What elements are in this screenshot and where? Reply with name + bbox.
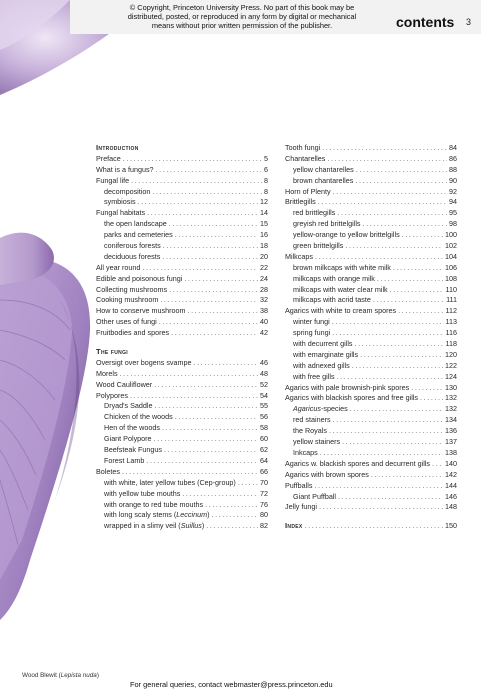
toc-page-number: 118 [445, 339, 457, 349]
toc-leader-dots [160, 295, 258, 306]
toc-entry[interactable] [96, 208, 268, 219]
toc-page-number: 94 [449, 197, 457, 207]
toc-page-number: 12 [260, 197, 268, 207]
toc-leader-dots [130, 391, 258, 402]
toc-entry-label: How to conserve mushroom [96, 306, 186, 316]
toc-entry-label: the open landscape [104, 219, 167, 229]
toc-page-number: 136 [445, 426, 457, 436]
toc-page-number: 132 [445, 393, 457, 403]
toc-entry-label: Brittlegills [285, 197, 316, 207]
toc-entry[interactable] [285, 470, 457, 481]
toc-entry[interactable] [96, 489, 268, 500]
toc-entry[interactable] [96, 252, 268, 263]
toc-entry-label: Giant Polypore [104, 434, 152, 444]
toc-entry-label: Chicken of the woods [104, 412, 173, 422]
toc-entry[interactable] [285, 219, 457, 230]
toc-page-number: 86 [449, 153, 457, 163]
toc-entry-label: Polypores [96, 390, 128, 400]
toc-leader-dots [122, 467, 258, 478]
toc-entry-label: parks and cemeteries [104, 230, 173, 240]
toc-entry[interactable] [285, 383, 457, 394]
toc-entry[interactable] [285, 404, 457, 415]
toc-leader-dots [360, 350, 443, 361]
toc-page-number: 52 [260, 379, 268, 389]
toc-entry[interactable] [285, 165, 457, 176]
toc-entry[interactable] [285, 154, 457, 165]
toc-entry[interactable] [96, 467, 268, 478]
copyright-line: distributed, posted, or reproduced in any form by digital or mechanical [127, 12, 357, 21]
toc-entry[interactable] [96, 230, 268, 241]
toc-page-number: 113 [445, 317, 457, 327]
toc-entry-label: The fungi [96, 347, 128, 357]
toc-page-number: 144 [445, 480, 457, 490]
toc-leader-dots [184, 274, 258, 285]
toc-leader-dots [337, 372, 443, 383]
toc-entry-label: Tooth fungi [285, 143, 321, 152]
toc-entry-label: yellow-orange to yellow brittelgills [293, 230, 400, 240]
toc-entry[interactable] [285, 176, 457, 187]
toc-entry[interactable] [285, 328, 457, 339]
toc-entry[interactable] [285, 263, 457, 274]
toc-leader-dots [393, 263, 443, 274]
toc-entry[interactable] [96, 412, 268, 423]
toc-entry[interactable] [285, 361, 457, 372]
toc-leader-dots [164, 445, 258, 456]
toc-leader-dots [318, 197, 447, 208]
toc-entry-label: Preface [96, 153, 121, 163]
footer-contact: For general queries, contact webmaster@press.princeton.edu [130, 680, 333, 689]
toc-entry-label: Morels [96, 368, 118, 378]
toc-leader-dots [206, 521, 258, 532]
toc-entry-label: Wood Cauliflower [96, 379, 153, 389]
toc-leader-dots [322, 143, 447, 154]
toc-entry[interactable] [96, 154, 268, 165]
toc-entry[interactable] [285, 208, 457, 219]
toc-leader-dots [332, 317, 444, 328]
toc-leader-dots [352, 361, 443, 372]
toc-leader-dots [432, 459, 443, 470]
toc-page-number: 82 [260, 521, 268, 531]
toc-entry[interactable] [285, 350, 457, 361]
toc-entry[interactable] [285, 339, 457, 350]
copyright-line: © Copyright, Princeton University Press. No part of this book may be [129, 3, 355, 12]
toc-entry-label: Agaricus-species [293, 404, 348, 414]
toc-entry[interactable] [285, 295, 457, 306]
toc-leader-dots [130, 347, 266, 358]
toc-page-number: 76 [260, 499, 268, 509]
toc-entry-label: Puffballs [285, 480, 313, 490]
toc-page-number: 124 [445, 371, 457, 381]
toc-page-number: 58 [260, 423, 268, 433]
toc-entry[interactable] [285, 459, 457, 470]
toc-page-number: 92 [449, 186, 457, 196]
toc-page-number: 18 [260, 241, 268, 251]
toc-leader-dots [171, 328, 258, 339]
toc-leader-dots [398, 306, 443, 317]
toc-page-number: 48 [260, 368, 268, 378]
caption-common-name: Wood Blewit [22, 672, 57, 679]
toc-entry[interactable] [285, 393, 457, 404]
toc-page-number: 132 [445, 404, 457, 414]
toc-page-number: 42 [260, 328, 268, 338]
toc-entry-label: Giant Puffball [293, 491, 337, 501]
toc-leader-dots [131, 176, 262, 187]
toc-entry-label: Inkcaps [293, 447, 318, 457]
toc-page-number: 55 [260, 401, 268, 411]
toc-page-number: 16 [260, 230, 268, 240]
toc-entry-label: Other uses of fungi [96, 317, 157, 327]
toc-page-number: 150 [445, 521, 457, 531]
toc-page-number: 5 [264, 153, 268, 163]
toc-entry[interactable] [96, 391, 268, 402]
toc-entry[interactable] [285, 448, 457, 459]
toc-page-number: 38 [260, 306, 268, 316]
toc-page-number: 106 [445, 262, 457, 272]
toc-entry[interactable] [96, 358, 268, 369]
toc-leader-dots [320, 448, 443, 459]
toc-entry-label: wrapped in a slimy veil (Suillus) [104, 521, 205, 531]
toc-entry-label: with adnexed gills [293, 360, 350, 370]
toc-page-number: 72 [260, 488, 268, 498]
toc-page-number: 66 [260, 466, 268, 476]
toc-page-number: 108 [445, 273, 457, 283]
toc-entry-label: milkcaps with orange milk [293, 273, 375, 283]
toc-entry[interactable] [96, 176, 268, 187]
toc-entry-label: brown milkcaps with white milk [293, 262, 391, 272]
toc-entry[interactable] [96, 478, 268, 489]
toc-entry-label: Agarics with pale brownish-pink spores [285, 382, 410, 392]
toc-entry[interactable] [96, 456, 268, 467]
toc-entry[interactable] [96, 423, 268, 434]
toc-entry[interactable] [96, 306, 268, 317]
toc-entry[interactable] [285, 197, 457, 208]
toc-entry-label: Agarics with blackish spores and free gills [285, 393, 419, 403]
toc-leader-dots [154, 380, 258, 391]
caption-latin-name: Lepista nuda [60, 672, 97, 679]
toc-leader-dots [373, 295, 444, 306]
toc-page-number: 24 [260, 273, 268, 283]
toc-leader-dots [163, 241, 258, 252]
toc-entry-label: Agarics w. blackish spores and decurrent gills [285, 458, 431, 468]
toc-entry[interactable] [96, 510, 268, 521]
toc-section-heading[interactable] [285, 521, 457, 532]
toc-page-number: 56 [260, 412, 268, 422]
toc-leader-dots [182, 489, 258, 500]
toc-page-number: 14 [260, 208, 268, 218]
toc-leader-dots [333, 415, 443, 426]
toc-entry-label: Fruitbodies and spores [96, 328, 170, 338]
toc-entry-label: Horn of Plenty [285, 186, 331, 196]
toc-entry[interactable] [96, 274, 268, 285]
toc-page-number: 8 [264, 175, 268, 185]
toc-leader-dots [355, 176, 447, 187]
toc-leader-dots [147, 208, 258, 219]
toc-page-number: 137 [445, 437, 457, 447]
toc-page-number: 130 [445, 382, 457, 392]
toc-entry[interactable] [285, 415, 457, 426]
toc-leader-dots [390, 285, 444, 296]
toc-entry-label: with free gills [293, 371, 335, 381]
toc-page-number: 100 [445, 230, 457, 240]
toc-entry-label: Dryad's Saddle [104, 401, 153, 411]
copyright-notice [92, 3, 392, 30]
toc-leader-dots [329, 426, 443, 437]
toc-leader-dots [342, 437, 443, 448]
toc-leader-dots [175, 412, 258, 423]
toc-entry-label: symbiosis [104, 197, 136, 207]
toc-entry[interactable] [96, 241, 268, 252]
toc-leader-dots [156, 165, 262, 176]
toc-entry[interactable] [285, 285, 457, 296]
toc-entry[interactable] [285, 274, 457, 285]
toc-page-number: 95 [449, 208, 457, 218]
toc-page-number: 98 [449, 219, 457, 229]
toc-entry[interactable] [96, 219, 268, 230]
toc-entry-label: milkcaps with water clear milk [293, 284, 388, 294]
toc-entry-label: Index [285, 521, 303, 531]
toc-page-number: 104 [445, 251, 457, 261]
toc-entry[interactable] [96, 187, 268, 198]
toc-entry-label: Oversigt over bogens svampe [96, 357, 192, 367]
toc-entry[interactable] [285, 437, 457, 448]
toc-entry[interactable] [285, 372, 457, 383]
toc-entry[interactable] [96, 445, 268, 456]
toc-entry-label: red brittlegills [293, 208, 336, 218]
toc-right-column [285, 143, 457, 532]
toc-page-number: 140 [445, 458, 457, 468]
toc-entry[interactable] [285, 426, 457, 437]
toc-entry-label: greyish red brittelgills [293, 219, 361, 229]
toc-page-number: 32 [260, 295, 268, 305]
toc-entry-label: milkcaps with acrid taste [293, 295, 371, 305]
toc-entry-label: green brittelgills [293, 241, 344, 251]
toc-entry-label: Edible and poisonous fungi [96, 273, 183, 283]
photo-caption: Wood Blewit (Lepista nuda) [22, 672, 99, 679]
toc-entry[interactable] [96, 500, 268, 511]
toc-leader-dots [154, 434, 258, 445]
toc-entry[interactable] [96, 401, 268, 412]
toc-entry[interactable] [96, 197, 268, 208]
toc-leader-dots [238, 478, 258, 489]
toc-page-number: 112 [445, 306, 457, 316]
toc-entry-label: with decurrent gills [293, 339, 353, 349]
toc-leader-dots [314, 481, 443, 492]
toc-entry-label: yellow chantarelles [293, 164, 354, 174]
toc-entry-label: Forest Lamb [104, 455, 145, 465]
toc-leader-dots [152, 187, 262, 198]
toc-entry-label: with white, later yellow tubes (Cep-group) [104, 477, 236, 487]
toc-entry[interactable] [285, 481, 457, 492]
toc-leader-dots [402, 230, 443, 241]
toc-page-number: 110 [445, 284, 457, 294]
toc-page-number: 6 [264, 164, 268, 174]
toc-leader-dots [159, 317, 258, 328]
toc-leader-dots [187, 306, 258, 317]
toc-page-number: 84 [449, 143, 457, 152]
toc-leader-dots [327, 154, 447, 165]
toc-page-number: 80 [260, 510, 268, 520]
toc-leader-dots [120, 369, 258, 380]
toc-leader-dots [337, 208, 447, 219]
toc-page-number: 40 [260, 317, 268, 327]
toc-page-number: 46 [260, 357, 268, 367]
toc-leader-dots [138, 197, 258, 208]
toc-entry-label: the Royals [293, 426, 327, 436]
toc-entry-label: with orange to red tube mouths [104, 499, 204, 509]
toc-page-number: 64 [260, 455, 268, 465]
toc-entry-label: winter fungi [293, 317, 330, 327]
page-number: 3 [466, 17, 472, 27]
toc-entry[interactable] [285, 502, 457, 513]
toc-leader-dots [356, 165, 447, 176]
toc-entry[interactable] [96, 521, 268, 532]
toc-leader-dots [175, 230, 258, 241]
toc-entry-label: Beefsteak Fungus [104, 445, 162, 455]
toc-leader-dots [169, 285, 258, 296]
toc-leader-dots [211, 510, 258, 521]
toc-entry-label: Milkcaps [285, 251, 313, 261]
toc-entry-label: Agarics with white to cream spores [285, 306, 397, 316]
toc-entry[interactable] [285, 306, 457, 317]
toc-entry[interactable] [285, 143, 457, 154]
toc-leader-dots [155, 401, 258, 412]
toc-entry-label: Hen of the woods [104, 423, 160, 433]
toc-entry-label: Boletes [96, 466, 120, 476]
toc-section-heading[interactable] [96, 143, 268, 154]
toc-leader-dots [319, 502, 443, 513]
toc-entry-label: decomposition [104, 186, 151, 196]
toc-leader-dots [142, 263, 258, 274]
toc-page-number: 88 [449, 164, 457, 174]
toc-leader-dots [338, 492, 443, 503]
toc-entry-label: All year round [96, 262, 141, 272]
toc-entry[interactable] [285, 241, 457, 252]
toc-page-number: 28 [260, 284, 268, 294]
toc-page-number: 62 [260, 445, 268, 455]
toc-entry-label: Chantarelles [285, 153, 326, 163]
toc-entry-label: Agarics with brown spores [285, 469, 369, 479]
toc-page-number: 116 [445, 328, 457, 338]
toc-leader-dots [146, 456, 258, 467]
toc-leader-dots [355, 339, 444, 350]
page-title: contents [396, 14, 455, 30]
toc-entry-label: What is a fungus? [96, 164, 154, 174]
toc-page-number: 138 [445, 447, 457, 457]
toc-entry-label: Cooking mushroom [96, 295, 159, 305]
toc-leader-dots [332, 328, 443, 339]
toc-entry-label: spring fungi [293, 328, 331, 338]
toc-entry-label: Collecting mushrooms [96, 284, 168, 294]
toc-page-number: 146 [445, 491, 457, 501]
toc-entry[interactable] [285, 492, 457, 503]
toc-entry-label: deciduous forests [104, 251, 161, 261]
toc-entry[interactable] [96, 369, 268, 380]
toc-entry[interactable] [96, 380, 268, 391]
toc-page-number: 102 [445, 241, 457, 251]
toc-leader-dots [193, 358, 258, 369]
toc-left-column [96, 143, 268, 532]
toc-page-number: 20 [260, 251, 268, 261]
toc-leader-dots [315, 252, 443, 263]
toc-leader-dots [123, 154, 262, 165]
toc-page-number: 54 [260, 390, 268, 400]
toc-entry-label: yellow stainers [293, 437, 341, 447]
toc-entry-label: red stainers [293, 415, 331, 425]
toc-entry[interactable] [96, 263, 268, 274]
toc-page-number: 148 [445, 502, 457, 512]
toc-entry-label: Fungal habitats [96, 208, 146, 218]
toc-entry[interactable] [96, 295, 268, 306]
toc-page-number: 120 [445, 349, 457, 359]
toc-leader-dots [363, 219, 447, 230]
toc-leader-dots [162, 423, 258, 434]
toc-entry-label: Introduction [96, 143, 139, 152]
toc-page-number: 111 [446, 295, 457, 305]
toc-entry[interactable] [285, 252, 457, 263]
toc-leader-dots [420, 393, 443, 404]
toc-page-number: 142 [445, 469, 457, 479]
toc-page-number: 122 [445, 360, 457, 370]
toc-entry-label: with long scaly stems (Leccinum) [104, 510, 210, 520]
toc-page-number: 90 [449, 175, 457, 185]
toc-spacer [96, 339, 268, 347]
toc-section-heading[interactable] [96, 347, 268, 358]
toc-spacer [285, 513, 457, 521]
toc-leader-dots [162, 252, 258, 263]
toc-page-number: 15 [260, 219, 268, 229]
toc-page-number: 22 [260, 262, 268, 272]
toc-leader-dots [169, 219, 258, 230]
toc-entry-label: Jelly fungi [285, 502, 317, 512]
toc-leader-dots [350, 404, 443, 415]
toc-entry-label: with yellow tube mouths [104, 488, 181, 498]
toc-entry[interactable] [285, 187, 457, 198]
toc-entry[interactable] [96, 434, 268, 445]
toc-page-number: 70 [260, 477, 268, 487]
toc-entry-label: with emarginate gills [293, 349, 359, 359]
toc-page-number: 60 [260, 434, 268, 444]
toc-leader-dots [305, 521, 443, 532]
toc-entry-label: Fungal life [96, 175, 130, 185]
toc-entry[interactable] [96, 285, 268, 296]
toc-leader-dots [377, 274, 443, 285]
toc-entry[interactable] [285, 230, 457, 241]
toc-entry[interactable] [96, 165, 268, 176]
copyright-line: means without prior written permission of the publisher. [151, 21, 333, 30]
toc-entry[interactable] [96, 317, 268, 328]
toc-leader-dots [141, 143, 266, 154]
toc-leader-dots [205, 500, 258, 511]
toc-leader-dots [371, 470, 443, 481]
toc-entry-label: coniferous forests [104, 241, 161, 251]
toc-page-number: 8 [264, 186, 268, 196]
toc-entry[interactable] [285, 317, 457, 328]
toc-leader-dots [333, 187, 447, 198]
toc-entry-label: brown chantarelles [293, 175, 354, 185]
toc-leader-dots [411, 383, 443, 394]
toc-page-number: 134 [445, 415, 457, 425]
toc-leader-dots [345, 241, 443, 252]
toc-entry[interactable] [96, 328, 268, 339]
